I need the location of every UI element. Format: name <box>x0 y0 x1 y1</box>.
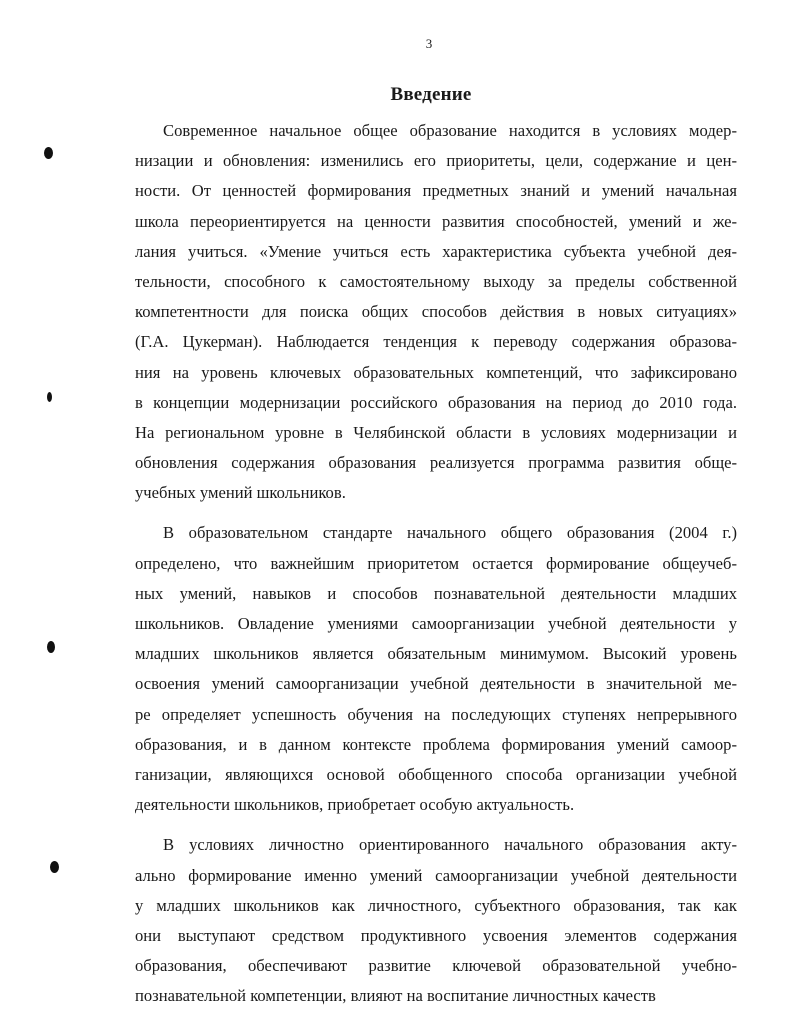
text-line: ния на уровень ключевых образовательных компетенций, что зафиксировано <box>135 362 737 382</box>
text-line: компетентности для поиска общих способов действия в новых ситуациях» <box>135 302 737 322</box>
text-line: познавательной компетенции, влияют на воспитание личностных качеств <box>135 986 656 1006</box>
text-line: В условиях личностно ориентированного начального образования акту- <box>163 835 737 855</box>
paragraph <box>135 518 737 820</box>
text-line: ально формирование именно умений самоорганизации учебной деятельности <box>135 865 737 885</box>
text-line: обновления содержания образования реализуется программа развития обще- <box>135 453 737 473</box>
text-line: (Г.А. Цукерман). Наблюдается тенденция к переводу содержания образова- <box>135 332 737 352</box>
scan-blot <box>50 861 59 873</box>
text-line: В образовательном стандарте начального общего образования (2004 г.) <box>163 523 737 543</box>
paragraph <box>135 830 737 1011</box>
text-line: ных умений, навыков и способов познавательной деятельности младших <box>135 583 737 603</box>
paragraph-gap <box>135 820 737 830</box>
text-line: в концепции модернизации российского образования на период до 2010 года. <box>135 392 737 412</box>
paragraph <box>135 116 737 508</box>
text-line: школа переориентируется на ценности развития способностей, умений и же- <box>135 211 737 231</box>
page-title: Введение <box>390 84 472 105</box>
text-line: ности. От ценностей формирования предметных знаний и умений начальная <box>135 181 737 201</box>
text-line: учебных умений школьников. <box>135 483 346 503</box>
text-line: ганизации, являющихся основой обобщенного способа организации учебной <box>135 764 737 784</box>
text-line: у младших школьников как личностного, субъектного образования, так как <box>135 895 737 915</box>
text-line: деятельности школьников, приобретает особую актуальность. <box>135 795 575 815</box>
text-line: определено, что важнейшим приоритетом остается формирование общеучеб- <box>135 553 737 573</box>
text-line: образования, и в данном контексте проблема формирования умений самоор- <box>135 734 737 754</box>
text-line: Современное начальное общее образование находится в условиях модер- <box>163 121 737 140</box>
text-line: школьников. Овладение умениями самоорганизации учебной деятельности у <box>135 614 737 633</box>
text-line: они выступают средством продуктивного усвоения элементов содержания <box>135 925 737 945</box>
text-line: освоения умений самоорганизации учебной деятельности в значительной ме- <box>135 674 737 694</box>
scan-blot <box>47 392 52 402</box>
scan-blot <box>44 147 53 159</box>
text-line: лания учиться. «Умение учиться есть характеристика субъекта учебной дея- <box>135 241 737 261</box>
paragraph-gap <box>135 508 737 518</box>
text-line: низации и обновления: изменились его приоритеты, цели, содержание и цен- <box>135 151 737 171</box>
scan-blot <box>47 641 55 653</box>
text-line: образования, обеспечивают развитие ключевой образовательной учебно- <box>135 956 737 976</box>
text-line: На региональном уровне в Челябинской области в условиях модернизации и <box>135 422 737 442</box>
text-line: тельности, способного к самостоятельному выходу за пределы собственной <box>135 271 737 291</box>
text-line: младших школьников является обязательным минимумом. Высокий уровень <box>135 644 737 664</box>
text-line: ре определяет успешность обучения на последующих ступенях непрерывного <box>135 704 737 724</box>
page-number: 3 <box>425 36 433 51</box>
document-body <box>135 116 737 1011</box>
